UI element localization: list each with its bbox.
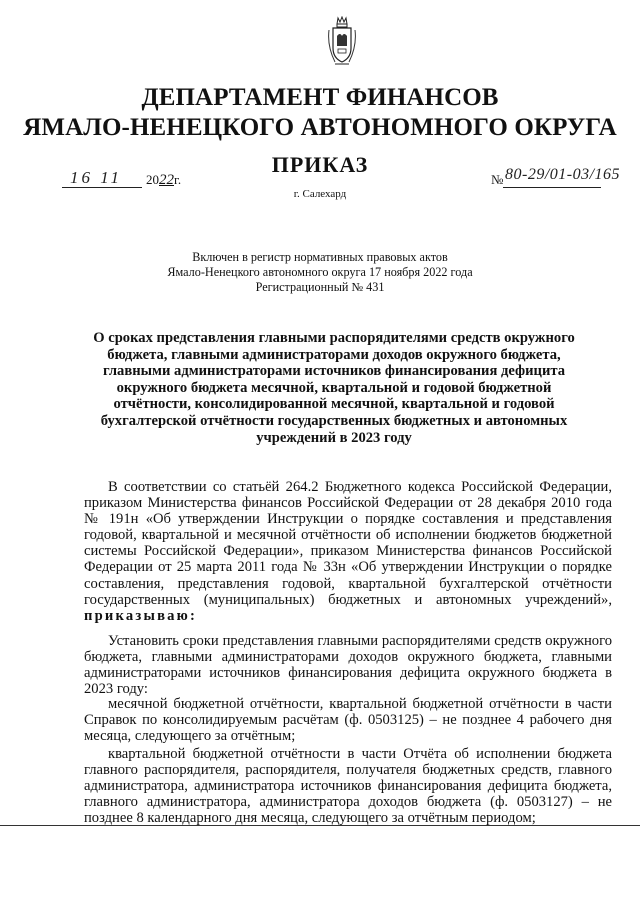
paragraph-preamble	[84, 479, 612, 624]
paragraph-monthly: месячной бюджетной отчётности, квартальной бюджетной отчётности в части Справок по консолидируемым расчётам (ф. 0503125) – не позднее 4 рабочего дня месяца, следующего за отчётным;	[84, 696, 612, 745]
year-suffix: г.	[174, 172, 182, 187]
preamble-text: В соответствии со статьёй 264.2 Бюджетного кодекса Российской Федерации, приказом Министерства финансов Российской Федерации от 28 декабря 2010 года № 191н «Об утверждении Инструкции о порядке составления и представления годовой, квартальной и месячной отчётности об исполнении бюджетов бюджетной системы Российской Федерации», приказом Министерства финансов Российской Федерации от 25 марта 2011 года № 33н «Об утверждении Инструкции о порядке составления, представления годовой, квартальной бухгалтерской отчётности государственных (муниципальных) бюджетных и автономных учреждений»,	[84, 479, 612, 608]
registration-line3: Регистрационный № 431	[255, 280, 385, 294]
paragraph-establish: Установить сроки представления главными распорядителями средств окружного бюджета, главными администраторами доходов окружного бюджета, главными администраторами источников финансирования дефицита окружного бюджета в 2023 году:	[84, 633, 612, 698]
paragraph-quarterly: квартальной бюджетной отчётности в части Отчёта об исполнении бюджета главного распорядителя, распорядителя, получателя бюджетных средств, главного администратора, администратора источников финансирования дефицита бюджета, главного администратора, администратора доходов бюджета (ф. 0503127) – не позднее 8 календарного дня месяца, следующего за отчётным периодом;	[84, 746, 612, 827]
org-name-line2: ЯМАЛО-НЕНЕЦКОГО АВТОНОМНОГО ОКРУГА	[23, 114, 617, 141]
handwritten-number: 80-29/01-03/165	[505, 166, 621, 183]
order-word: приказываю:	[84, 607, 198, 624]
year-handwritten: 22	[159, 172, 174, 188]
page-fold-line	[0, 825, 640, 826]
registration-note	[0, 250, 640, 295]
handwritten-date: 16 11	[70, 168, 122, 187]
number-label: №	[491, 172, 504, 187]
order-subject: О сроках представления главными распорядителями средств окружного бюджета, главными администраторами доходов окружного бюджета, главными администраторами источников финансирования дефицита окружного бюджета месячной, квартальной и годовой бюджетной отчётности, консолидированной месячной, квартальной и годовой бухгалтерской отчётности государственных бюджетных и автономных учреждений в 2023 году	[93, 330, 575, 446]
registration-line1: Включен в регистр нормативных правовых актов	[192, 250, 448, 264]
org-name-line1: ДЕПАРТАМЕНТ ФИНАНСОВ	[141, 84, 499, 111]
city: г. Салехард	[293, 188, 347, 200]
document-title: ПРИКАЗ	[271, 152, 369, 177]
registration-line2: Ямало-Ненецкого автономного округа 17 ноября 2022 года	[167, 265, 473, 279]
date-year	[146, 172, 181, 189]
year-prefix: 20	[146, 172, 159, 187]
emblem-icon	[327, 16, 357, 68]
